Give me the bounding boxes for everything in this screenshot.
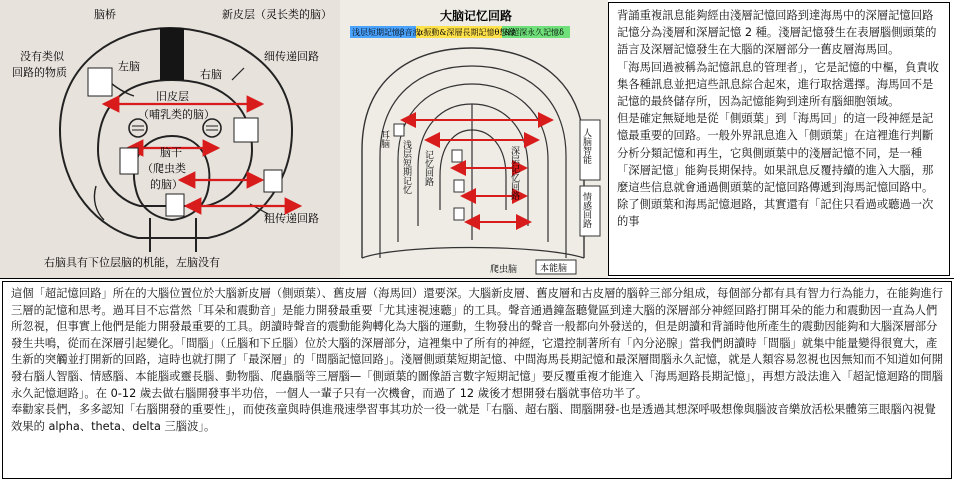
label-mammal-brain: （哺乳类的脑）: [138, 108, 215, 121]
label-left-brain: 左脑: [118, 60, 140, 73]
label-deep-memory: 深层记忆回路: [509, 146, 519, 200]
label-old-cortex: 旧皮层: [156, 90, 189, 103]
label-reptile-brain: 的脑）: [150, 178, 183, 191]
label-scan-short: 浅层短期记忆: [401, 140, 411, 194]
legend-item-3: &超深永久記憶δ: [504, 28, 564, 37]
label-circuit-matter: 回路的物质: [12, 66, 67, 79]
label-no-similar: 没有类似: [20, 50, 64, 63]
legend-item-2: α振動&深層長期記憶θ想像: [418, 28, 516, 37]
memory-diagram-title: 大脑记忆回路: [440, 9, 513, 23]
label-instinct-brain: 本能脑: [540, 264, 568, 274]
label-reptile: （爬虫类: [142, 162, 186, 175]
label-neocortex: 新皮层（灵长类的脑）: [222, 8, 332, 21]
brain-diagram-svg: [0, 0, 340, 278]
label-ear-brain: 耳脑: [379, 130, 389, 148]
label-emotion-circuit: 情感回路: [581, 192, 591, 228]
memory-circuit-diagram: [340, 0, 608, 278]
bottom-text-block: [2, 281, 952, 479]
right-paragraph-3: 但是確定無疑地是從「側頭葉」到「海馬回」的這一段神經是記憶最重要的回路。一般外界訊息進入「側頭葉」在這裡進行判斷分析分類記憶和再生，它與側頭葉中的淺層記憶不同，是一種「深層記憶」能夠長期保持。如果訊息反覆持續的進入大腦，那麼這些信息就會通過側頭葉的記憶回路傳遞到海馬記憶回路中。除了側頭葉和海馬記憶迴路，其實還有「記住只看過或聽過一次的事: [617, 112, 934, 229]
right-text-block: [608, 2, 950, 276]
bottom-paragraph-1: 這個「超記憶回路」所在的大腦位置位於大腦新皮層（側頭葉）、舊皮層（海馬回）還要深。大腦新皮層、舊皮層和古皮層的腦幹三部分組成，每個部分都有具有智力行為能力，在能夠進行三層的記憶和思考。過耳目不忘當然「耳朵和震動音」是能力開發最重要「尤其速視速聽」的工具。聲音通過鐘盔聽覺區到達大腦的深層部分神經回路打開耳朵的能力和震動因一直為人們所忽視，但事實上他們是能力開發最重要的工具。朗讀時聲音的震動能夠轉化為大腦的運動，生物發出的聲音一般都向外發送的，但是朗讀和背誦時他所產生的震動因能夠和大腦深層部分發生共鳴，從而在深層引起變化。「間腦」（丘腦和下丘腦）位於大腦的深層部分，這裡集中了所有的神經，它還控制著所有「內分泌腺」當我們朗讀時「間腦」就集中能量變得很寬大，產生新的突觸並打開新的回路，這時也就打開了「最深層」的「間腦記憶回路」。淺層側頭葉短期記憶、中間海馬長期記憶和最深層間腦永久記憶，就是人類容易忽視也因無知而不知道如何開發右腦人智腦、情感腦、本能腦或靈長腦、動物腦、爬蟲腦等三層腦—「側頭葉的圖像語言數字短期記憶」要反覆重複才能進入「海馬迴路長期記憶」，再想方設法進入「超記憶迴路的間腦永久記憶迴路」。在 0-12 歲去做右腦開發事半功倍，一個人一輩子只有一次機會，而過了 12 歲後才想開發右腦就事倍功半了。: [11, 287, 943, 400]
label-human-intellect: 人脑智能: [581, 128, 591, 164]
label-right-brain: 右脑: [200, 68, 222, 81]
legend-item-1: 浅层短期記憶β音波: [352, 28, 421, 37]
label-thick-circuit: 粗传递回路: [264, 212, 319, 225]
label-reptile-brain-mid: 爬虫脑: [490, 265, 518, 275]
memory-diagram-svg: [340, 0, 608, 278]
label-mid-circuit: 记忆回路: [423, 150, 433, 186]
right-paragraph-2: 「海馬回過被稱為記憶訊息的管理者」，它是記憶的中樞，負責收集各種訊息並把這些訊息綜合起來，進行取捨選擇。海馬回不是記憶的最終儲存所，因為記憶能夠到達所有腦細胞領域。: [617, 60, 939, 109]
figure-caption: 右脑具有下位层脑的机能，左脑没有: [44, 256, 220, 269]
bottom-paragraph-2: 奉勸家長們，多多認知「右腦開發的重要性」，而使孩童與時俱進飛速學習事其功於一役一就是「右腦、超右腦、間腦開發-也是透過其想深呼吸想像與腦波音樂放活松果體第三眼腦內視覺效果的 alpha、theta、delta 三腦波」。: [11, 403, 936, 433]
right-paragraph-1: 背誦重複訊息能夠經由淺層記憶回路到達海馬中的深層記憶回路記憶分為淺層和深層記憶 2 種。淺層記憶發生在表層腦側頭葉的語言及深層記憶發生在大腦的深層部分一舊皮層海馬回。: [617, 9, 937, 57]
label-brain-bridge: 脑桥: [94, 8, 116, 21]
brain-layer-diagram: [0, 0, 340, 278]
label-brainstem: 脑干: [160, 146, 182, 159]
label-thin-circuit: 细传递回路: [264, 50, 319, 63]
